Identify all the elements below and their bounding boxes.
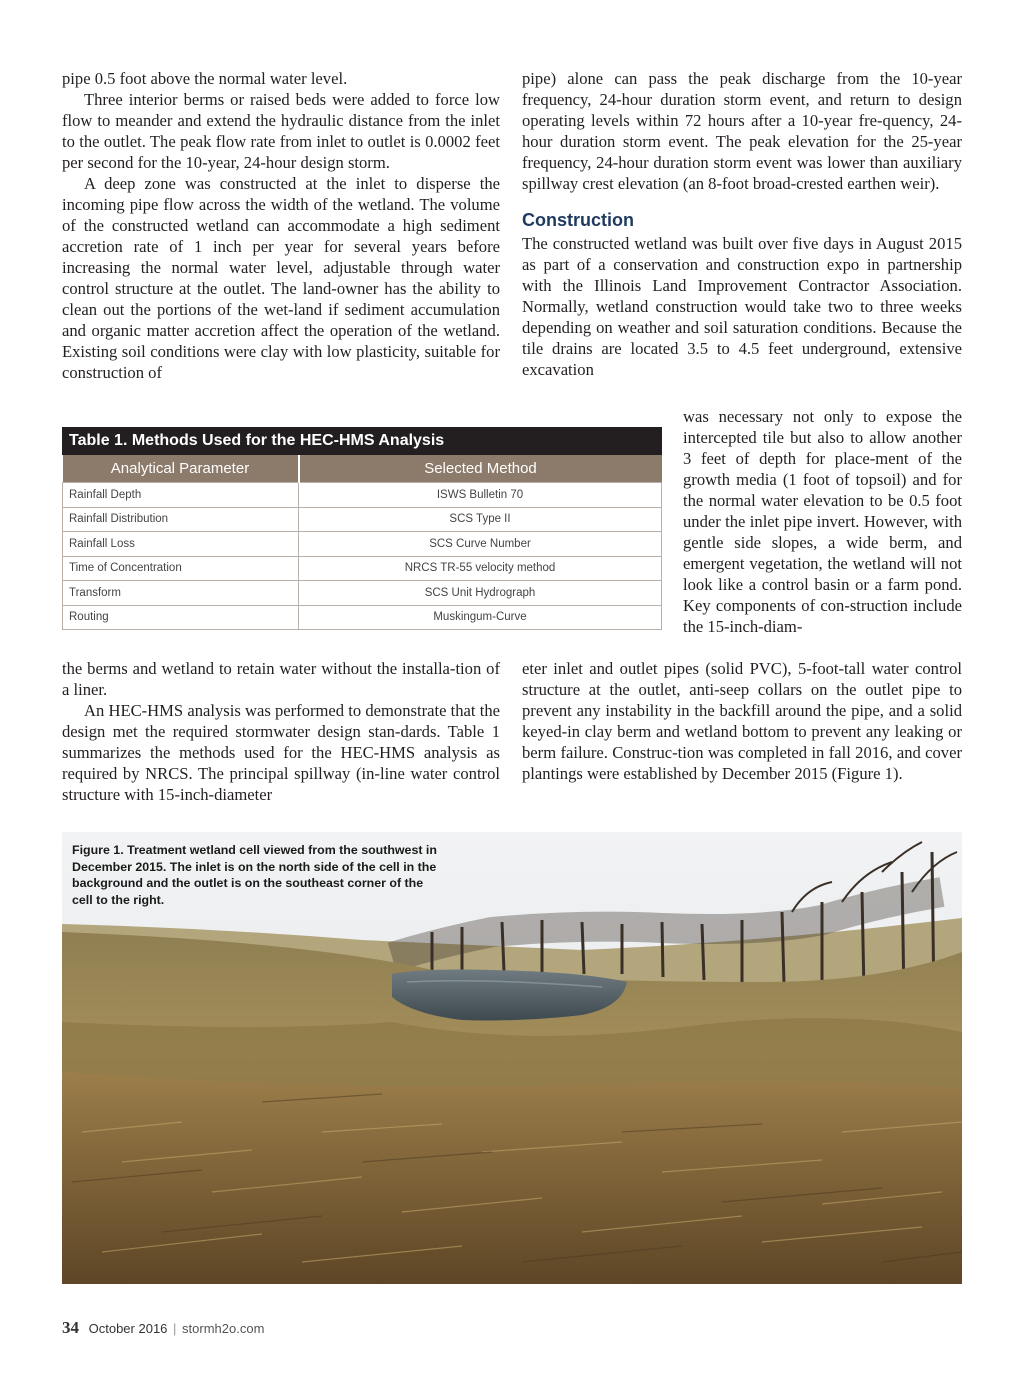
left-column-bottom	[62, 658, 500, 805]
methods-table-box	[62, 427, 662, 630]
site-link[interactable]: stormh2o.com	[182, 1321, 265, 1336]
page-footer	[62, 1318, 264, 1338]
parameter-cell: Routing	[63, 605, 299, 630]
paragraph: eter inlet and outlet pipes (solid PVC), 5-foot-tall water control structure at the outlet, anti-seep collars on the outlet pipe to prevent any instability in the backfill around the pipe, and a solid keyed-in clay berm and wetland bottom to prevent any leaking or berm failure. Construc-tion was completed in fall 2016, and cover plantings were established by December 2015 (Figure 1).	[522, 659, 962, 783]
paragraph: pipe) alone can pass the peak discharge from the 10-year frequency, 24-hour duration storm event, and return to design operating levels within 72 hours after a 10-year fre-quency, 24-hour duration storm event. The peak elevation for the 25-year frequency, 24-hour duration storm event was lower than auxiliary spillway crest elevation (an 8-foot broad-crested earthen weir).	[522, 69, 962, 193]
table-row	[63, 507, 662, 532]
method-cell: SCS Unit Hydrograph	[299, 581, 662, 606]
paragraph: was necessary not only to expose the intercepted tile but also to allow another 3 feet of depth for place-ment of the growth media (1 foot of topsoil) and for the normal water elevation to be 0.5 foot under the inlet pipe invert. However, with gentle side slopes, a wide berm, and emergent vegetation, the wetland will not look like a control basin or a farm pond. Key components of con-struction include the 15-inch-diam-	[683, 407, 962, 636]
paragraph: The constructed wetland was built over five days in August 2015 as part of a conservation and construction expo in partnership with the Illinois Land Improvement Contractor Association. Normally, wetland construction would take two to three weeks depending on weather and soil saturation conditions. Because the tile drains are located 3.5 to 4.5 feet underground, extensive excavation	[522, 234, 962, 379]
page-number: 34	[62, 1318, 79, 1337]
table-row	[63, 483, 662, 508]
right-column-bottom	[522, 658, 962, 784]
right-column-middle	[683, 406, 962, 637]
table-row	[63, 556, 662, 581]
column-header-method: Selected Method	[299, 455, 662, 483]
table-title: Table 1. Methods Used for the HEC-HMS Analysis	[62, 427, 662, 455]
foreground-grass	[62, 1072, 962, 1284]
column-header-parameter: Analytical Parameter	[63, 455, 299, 483]
section-heading: Construction	[522, 210, 634, 230]
issue-date: October 2016	[88, 1321, 168, 1336]
method-cell: ISWS Bulletin 70	[299, 483, 662, 508]
method-cell: Muskingum-Curve	[299, 605, 662, 630]
table-header-row	[63, 455, 662, 483]
paragraph: Three interior berms or raised beds were added to force low flow to meander and extend the hydraulic distance from the inlet to the outlet. The peak flow rate from inlet to outlet is 0.0002 feet per second for the 10-year, 24-hour design storm.	[62, 90, 500, 172]
figure-1	[62, 832, 962, 1284]
paragraph: pipe 0.5 foot above the normal water level.	[62, 69, 348, 88]
parameter-cell: Rainfall Distribution	[63, 507, 299, 532]
method-cell: SCS Curve Number	[299, 532, 662, 557]
parameter-cell: Rainfall Loss	[63, 532, 299, 557]
left-column-top	[62, 68, 500, 383]
methods-table	[62, 455, 662, 630]
method-cell: SCS Type II	[299, 507, 662, 532]
table-row	[63, 532, 662, 557]
method-cell: NRCS TR-55 velocity method	[299, 556, 662, 581]
paragraph: the berms and wetland to retain water without the installa-tion of a liner.	[62, 659, 500, 699]
paragraph: A deep zone was constructed at the inlet to disperse the incoming pipe flow across the width of the wetland. The volume of the constructed wetland can accommodate a high sediment accretion rate of 1 inch per year for several years before increasing the normal water level, adjustable through water control structure at the outlet. The land-owner has the ability to clean out the portions of the wet-land if sediment accumulation and organic matter accretion affect the operation of the wetland. Existing soil conditions were clay with low plasticity, suitable for construction of	[62, 174, 500, 382]
paragraph: An HEC-HMS analysis was performed to demonstrate that the design met the required stormwater design stan-dards. Table 1 summarizes the methods used for the HEC-HMS analysis as required by NRCS. The principal spillway (in-line water control structure with 15-inch-diameter	[62, 701, 500, 804]
figure-caption: Figure 1. Treatment wetland cell viewed from the southwest in December 2015. The inlet is on the north side of the cell in the background and the outlet is on the southeast corner of the cell to the right.	[72, 843, 437, 907]
parameter-cell: Time of Concentration	[63, 556, 299, 581]
parameter-cell: Rainfall Depth	[63, 483, 299, 508]
table-row	[63, 581, 662, 606]
parameter-cell: Transform	[63, 581, 299, 606]
right-column-top	[522, 68, 962, 380]
table-row	[63, 605, 662, 630]
footer-separator: |	[173, 1321, 177, 1336]
